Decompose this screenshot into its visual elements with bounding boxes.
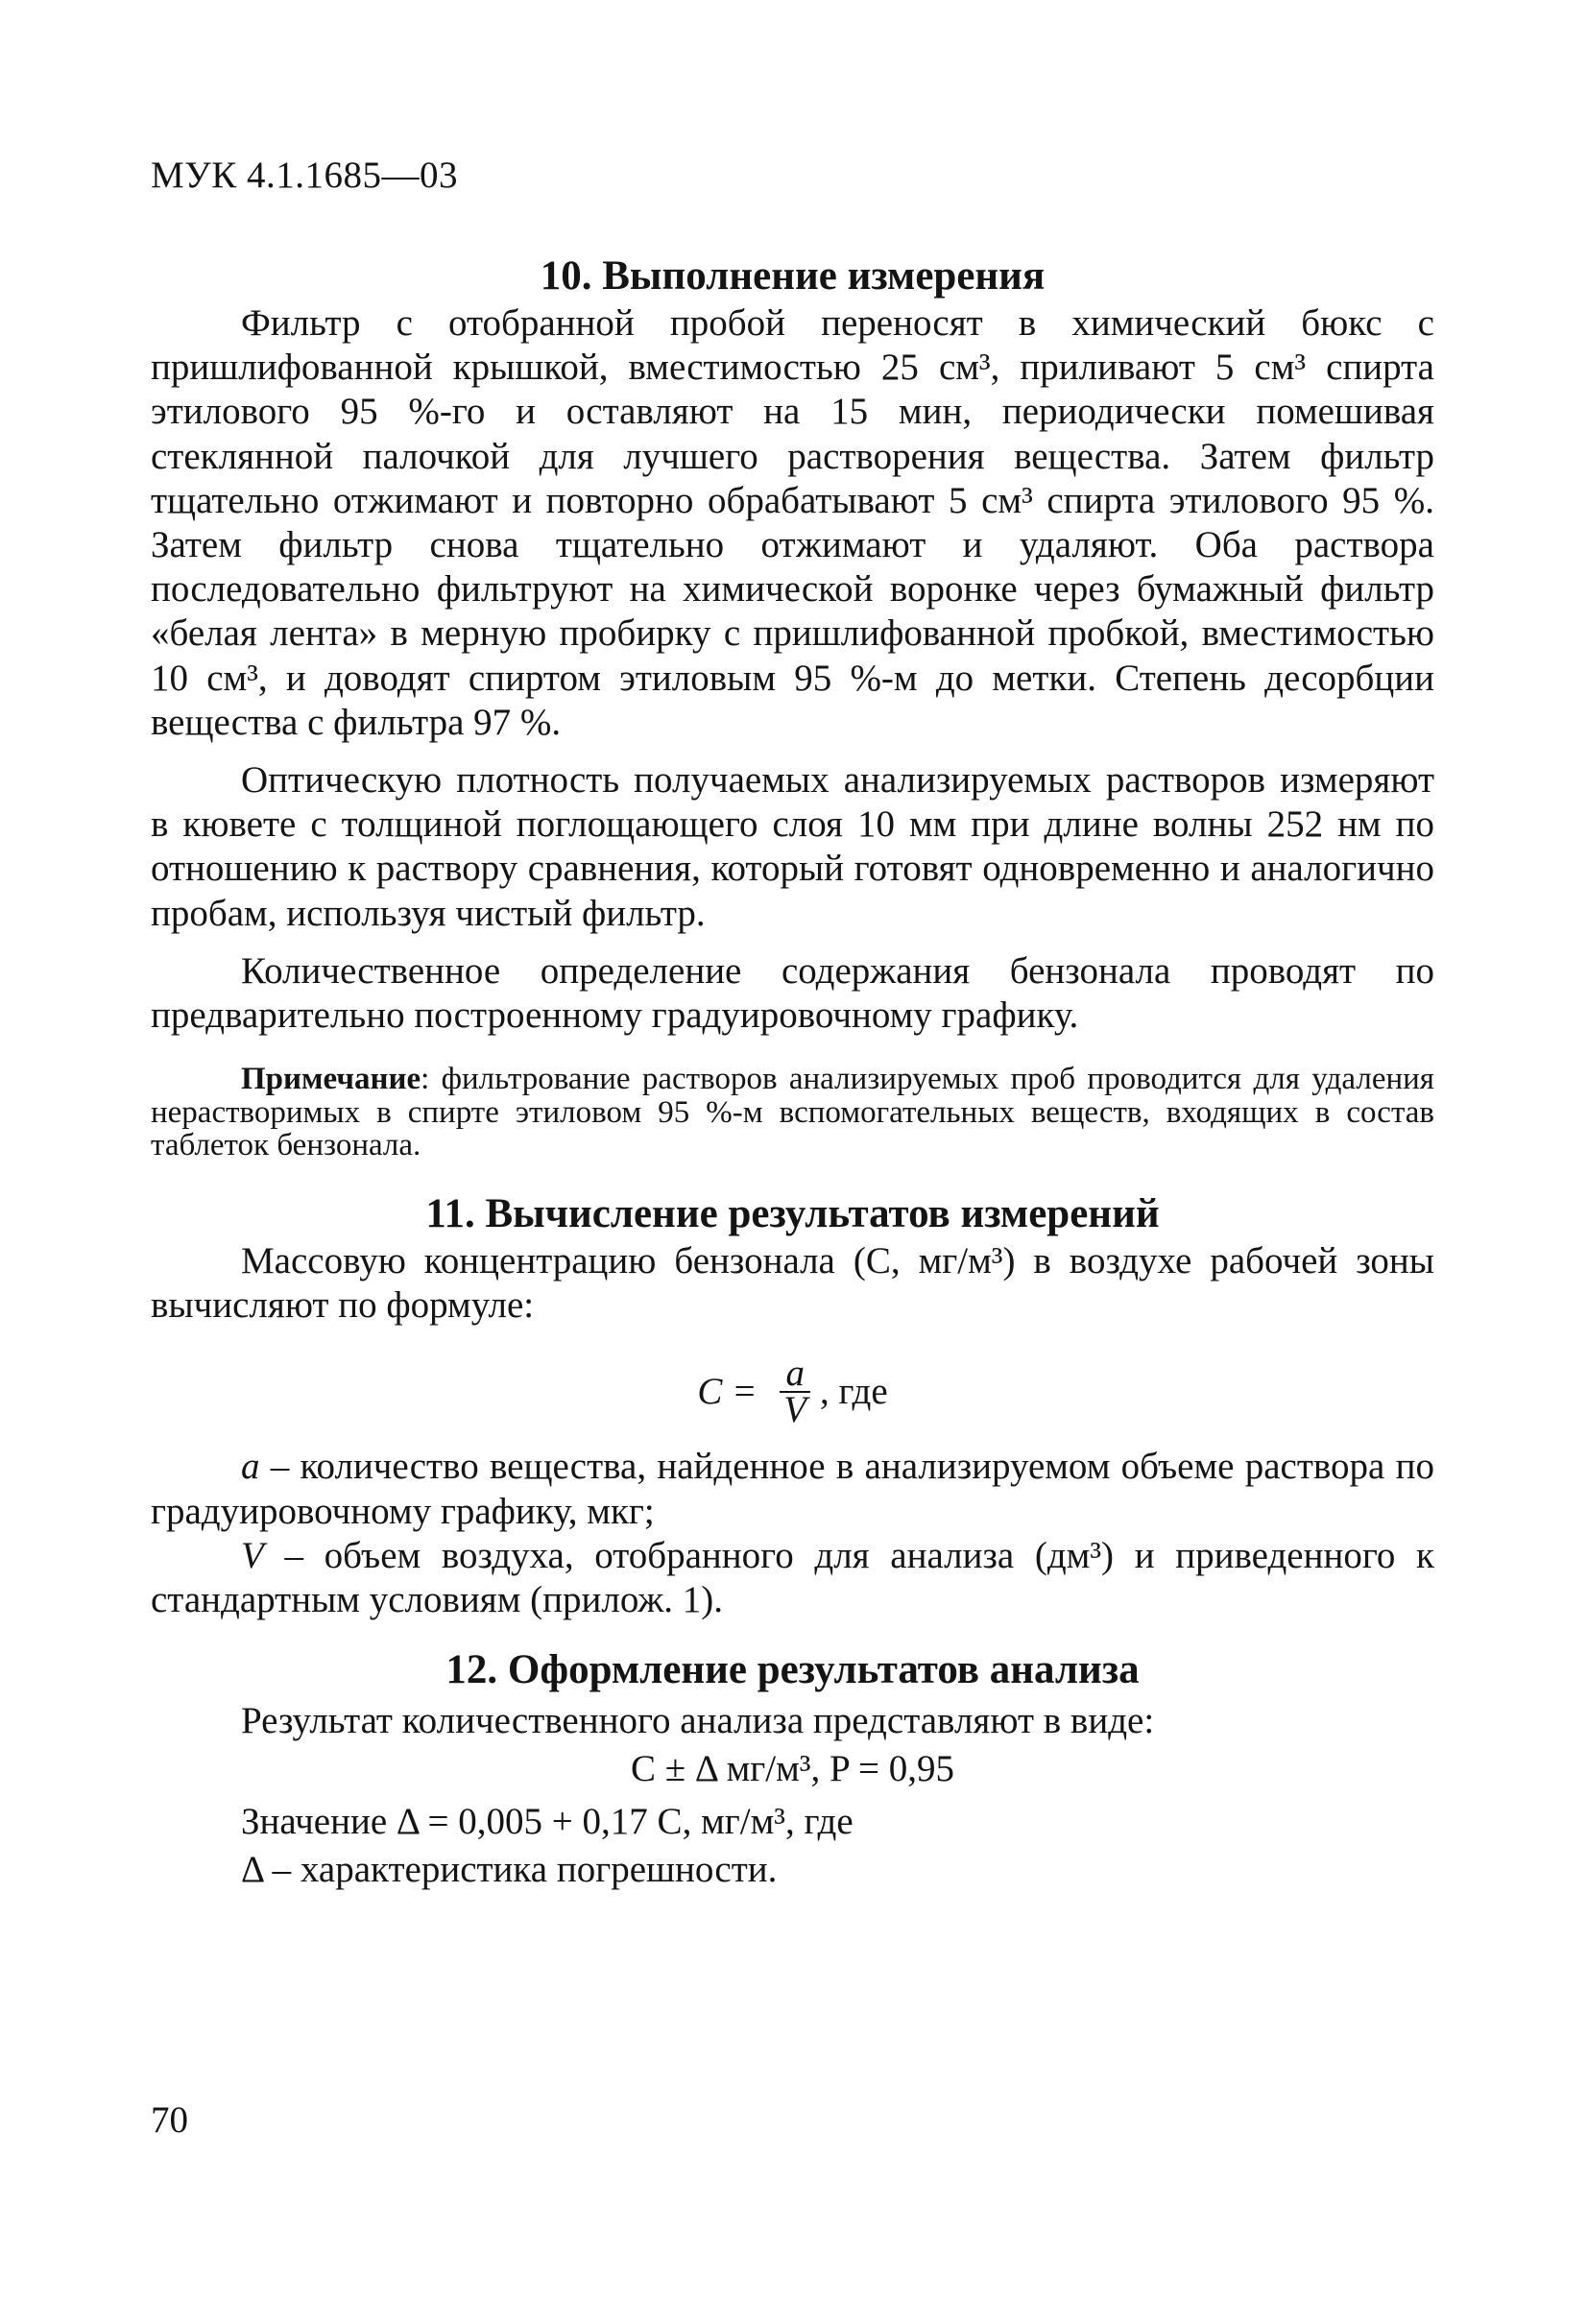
formula-lhs: C =	[697, 1371, 757, 1413]
formula-numerator: a	[780, 1356, 810, 1393]
definition-a-symbol: a	[241, 1446, 260, 1488]
concentration-formula	[151, 1353, 1434, 1431]
definition-a-text: – количество вещества, найденное в анализируемом объеме раствора по градуировочному графику, мкг;	[151, 1446, 1434, 1532]
definition-v-text: – объем воздуха, отобранного для анализа (дм³) и приведенного к стандартным условиям (прилож. 1).	[151, 1534, 1434, 1621]
section-11-title: 11. Вычисление результатов измерений	[425, 1191, 1160, 1237]
formula-tail: , где	[819, 1371, 888, 1413]
delta-value-line: Значение Δ = 0,005 + 0,17 C, мг/м³, где	[241, 1800, 854, 1842]
section-10-paragraph-1: Фильтр с отобранной пробой переносят в химический бюкс с пришлифованной крышкой, вместимостью 25 см³, приливают 5 см³ спирта этилового 95 %-го и оставляют на 15 мин, периодически помешивая стеклянной палочкой для лучшего растворения вещества. Затем фильтр тщательно отжимают и повторно обрабатывают 5 см³ спирта этилового 95 %. Затем фильтр снова тщательно отжимают и удаляют. Оба раствора последовательно фильтруют на химической воронке через бумажный фильтр «белая лента» в мерную пробирку с пришлифованной пробкой, вместимостью 10 см³, и доводят спиртом этиловым 95 %-м до метки. Степень десорбции вещества с фильтра 97 %.	[151, 302, 1434, 743]
definition-v	[151, 1534, 1434, 1622]
section-12-intro: Результат количественного анализа представляют в виде:	[241, 1700, 1155, 1742]
section-10-paragraph-3: Количественное определение содержания бензонала проводят по предварительно построенному градуировочному графику.	[151, 949, 1434, 1037]
definition-v-symbol: V	[241, 1534, 264, 1576]
section-11-intro: Массовую концентрацию бензонала (C, мг/м³) в воздухе рабочей зоны вычисляют по формуле:	[151, 1240, 1434, 1327]
page-content	[151, 252, 1434, 1892]
delta-description-line: Δ – характеристика погрешности.	[241, 1848, 778, 1890]
section-10-paragraph-2: Оптическую плотность получаемых анализируемых растворов измеряют в кювете с толщиной поглощающего слоя 10 мм при длине волны 252 нм по отношению к раствору сравнения, который готовят одновременно и аналогично пробам, используя чистый фильтр.	[151, 759, 1434, 934]
result-formula: C ± Δ мг/м³, P = 0,95	[631, 1748, 954, 1790]
formula-fraction	[780, 1353, 810, 1431]
note-text: : фильтрование растворов анализируемых проб проводится для удаления нерастворимых в спирте этиловом 95 %-м вспомогательных веществ, входящих в состав таблеток бензонала.	[151, 1062, 1434, 1163]
formula-denominator: V	[783, 1389, 807, 1431]
section-12-title: 12. Оформление результатов анализа	[445, 1647, 1140, 1693]
definition-a	[151, 1445, 1434, 1533]
page-number: 70	[151, 2099, 188, 2141]
section-10-note	[151, 1063, 1434, 1162]
document-code-header: МУК 4.1.1685—03	[151, 155, 459, 196]
note-label: Примечание	[241, 1062, 421, 1097]
section-10-title: 10. Выполнение измерения	[540, 253, 1046, 299]
